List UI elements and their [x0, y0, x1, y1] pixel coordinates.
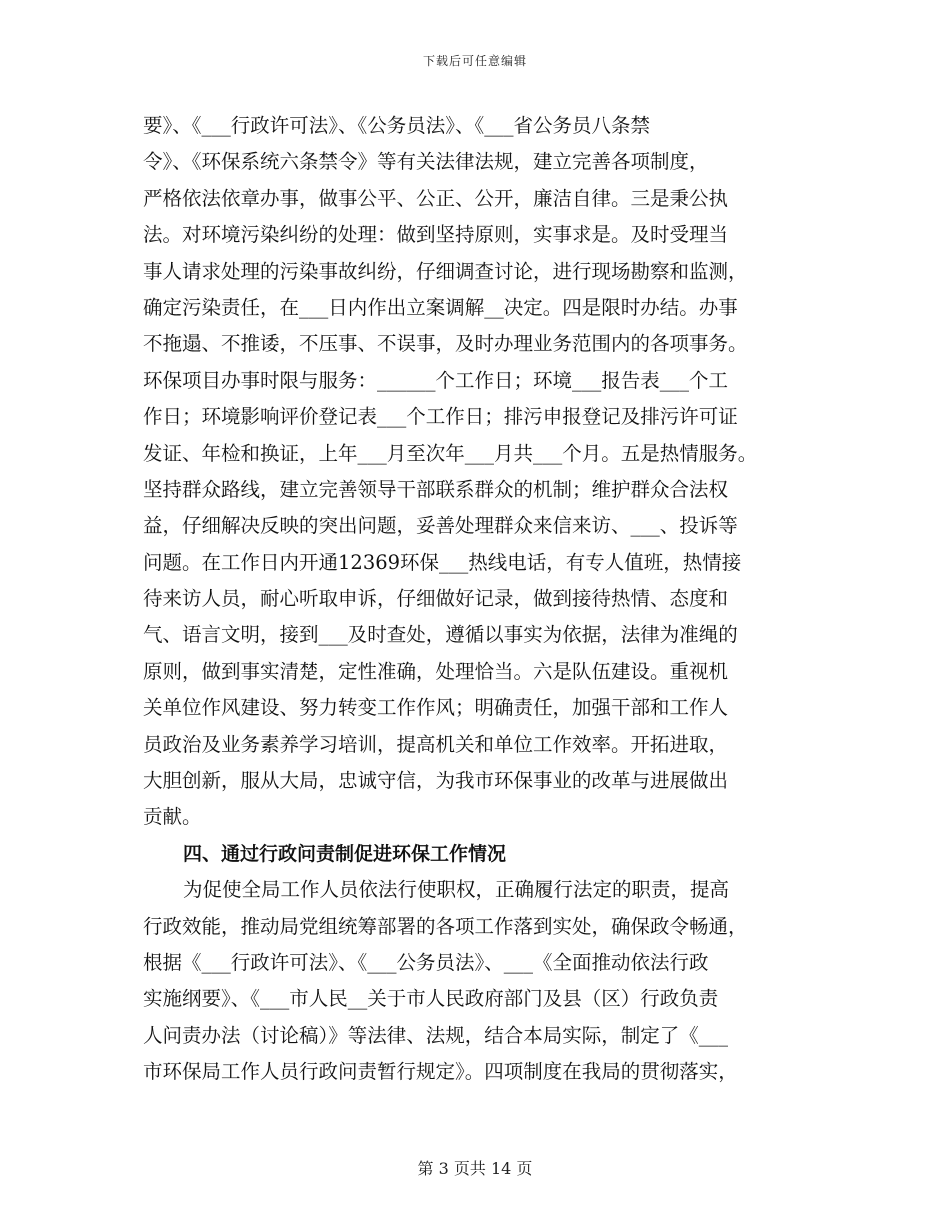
- text-line: 市环保局工作人员行政问责暂行规定》。四项制度在我局的贯彻落实，: [143, 1060, 738, 1084]
- text-line: 法。对环境污染纠纷的处理：做到坚持原则，实事求是。及时受理当: [143, 223, 729, 247]
- text-line: 严格依法依章办事，做事公平、公正、公开，廉洁自律。三是秉公执: [143, 186, 729, 210]
- text-line: 关单位作风建设、努力转变工作作风；明确责任，加强干部和工作人: [143, 696, 729, 720]
- text-line: 作日；环境影响评价登记表___个工作日；排污申报登记及排污许可证: [143, 405, 738, 429]
- text-line: 确定污染责任，在___日内作出立案调解__决定。四是限时办结。办事: [143, 295, 738, 319]
- text-line: 为促使全局工作人员依法行使职权，正确履行法定的职责，提高: [183, 878, 730, 902]
- text-line: 环保项目办事时限与服务：______个工作日；环境___报告表___个工: [143, 368, 729, 392]
- page-header: 下载后可任意编辑: [422, 54, 527, 68]
- text-line: 气、语言文明，接到___及时查处，遵循以事实为依据，法律为准绳的: [143, 623, 738, 647]
- text-line: 事人请求处理的污染事故纠纷，仔细调查讨论，进行现场勘察和监测，: [143, 259, 748, 283]
- section-heading: 四、通过行政问责制促进环保工作情况: [183, 842, 507, 865]
- text-line: 待来访人员，耐心听取申诉，仔细做好记录，做到接待热情、态度和: [143, 587, 729, 611]
- text-line: 发证、年检和换证，上年___月至次年___月共___个月。五是热情服务。: [143, 441, 758, 465]
- text-line: 根据《___行政许可法》、《___公务员法》、___《全面推动依法行政: [143, 950, 709, 974]
- text-line: 行政效能，推动局党组统筹部署的各项工作落到实处，确保政令畅通，: [143, 914, 748, 938]
- text-line: 大胆创新，服从大局，忠诚守信，为我市环保事业的改革与进展做出: [143, 769, 729, 793]
- text-line: 贡献。: [143, 805, 202, 829]
- text-line: 员政治及业务素养学习培训，提高机关和单位工作效率。开拓进取，: [143, 732, 729, 756]
- text-line: 要》、《___行政许可法》、《公务员法》、《___省公务员八条禁: [143, 114, 651, 137]
- text-line: 益，仔细解决反映的突出问题，妥善处理群众来信来访、___、投诉等: [143, 514, 738, 538]
- page-footer: 第 3 页共 14 页: [417, 1159, 533, 1178]
- text-line: 实施纲要》、《___市人民__关于市人民政府部门及县（区）行政负责: [143, 987, 719, 1011]
- text-line: 不拖遢、不推诿，不压事、不误事，及时办理业务范围内的各项事务。: [143, 332, 748, 356]
- text-line: 原则，做到事实清楚，定性准确，处理恰当。六是队伍建设。重视机: [143, 659, 729, 683]
- text-line: 人问责办法（讨论稿）》等法律、法规，结合本局实际，制定了《___: [143, 1023, 729, 1047]
- text-line: 令》、《环保系统六条禁令》等有关法律法规，建立完善各项制度，: [143, 150, 709, 174]
- text-line: 问题。在工作日内开通12369环保___热线电话，有专人值班，热情接: [143, 550, 742, 574]
- document-body: [143, 108, 823, 1091]
- text-line: 坚持群众路线，建立完善领导干部联系群众的机制；维护群众合法权: [143, 477, 729, 501]
